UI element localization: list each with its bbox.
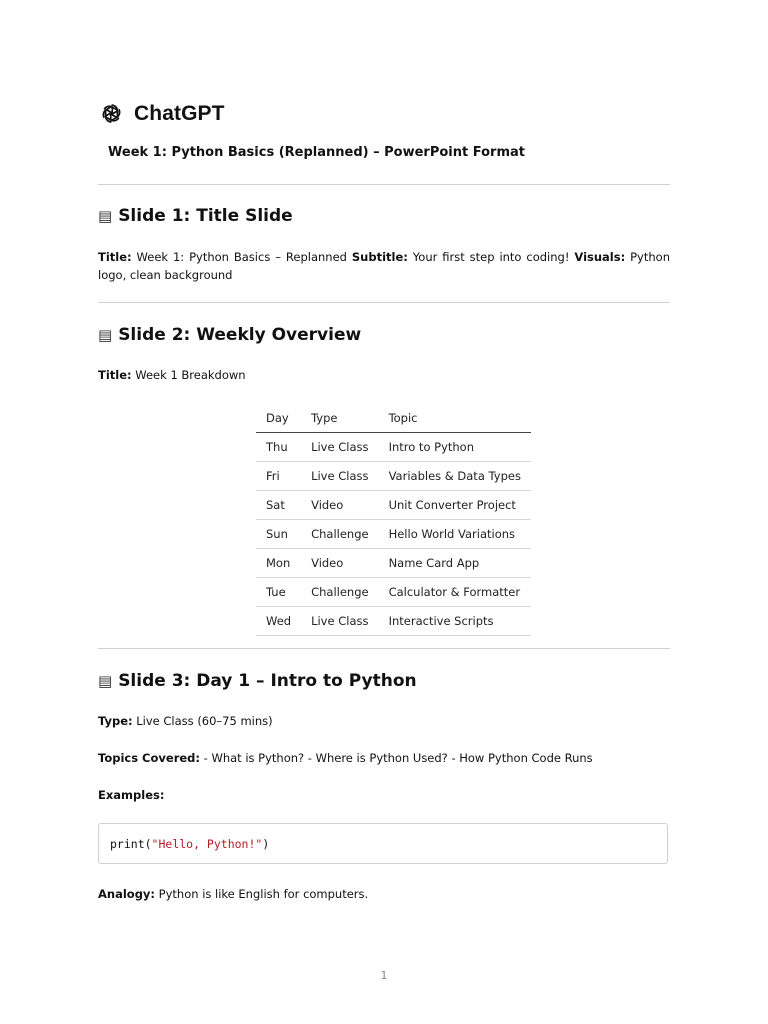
weekly-overview-table [256, 404, 531, 636]
document-title: Week 1: Python Basics (Replanned) – PowerPoint Format [108, 145, 525, 160]
cell-type: Live Class [301, 607, 379, 636]
analogy-value: Python is like English for computers. [155, 887, 369, 901]
cell-topic: Variables & Data Types [379, 462, 531, 491]
divider [98, 302, 670, 303]
cell-topic: Calculator & Formatter [379, 578, 531, 607]
cell-topic: Hello World Variations [379, 520, 531, 549]
table-row [256, 549, 531, 578]
slide-icon: ▤ [98, 326, 113, 344]
table-row [256, 520, 531, 549]
slide-icon: ▤ [98, 672, 113, 690]
divider [98, 184, 670, 185]
slide-3-heading-text: Slide 3: Day 1 – Intro to Python [118, 671, 417, 691]
openai-logo-icon [98, 100, 125, 127]
table-header-row [256, 404, 531, 433]
topics-label: Topics Covered: [98, 751, 200, 765]
cell-type: Live Class [301, 433, 379, 462]
brand-header [98, 100, 225, 127]
column-header-topic: Topic [379, 404, 531, 433]
cell-type: Video [301, 491, 379, 520]
cell-day: Mon [256, 549, 301, 578]
slide-1-details [98, 248, 670, 284]
title-value: Week 1 Breakdown [131, 368, 246, 382]
analogy-label: Analogy: [98, 887, 156, 901]
cell-day: Sun [256, 520, 301, 549]
cell-type: Video [301, 549, 379, 578]
cell-type: Challenge [301, 578, 379, 607]
slide-2-title [98, 366, 670, 384]
slide-1-heading-text: Slide 1: Title Slide [118, 206, 293, 226]
slide-2-heading [98, 325, 361, 345]
title-value: Week 1: Python Basics – Replanned [131, 250, 352, 264]
code-string-literal: "Hello, Python!" [151, 836, 263, 851]
cell-type: Challenge [301, 520, 379, 549]
cell-day: Sat [256, 491, 301, 520]
type-label: Type: [98, 714, 133, 728]
divider [98, 648, 670, 649]
code-suffix: ) [262, 836, 270, 851]
examples-label: Examples: [98, 788, 165, 802]
table-row [256, 433, 531, 462]
visuals-label: Visuals: [574, 250, 626, 264]
subtitle-value: Your first step into coding! [407, 250, 575, 264]
subtitle-label: Subtitle: [351, 250, 408, 264]
table-row [256, 607, 531, 636]
cell-topic: Intro to Python [379, 433, 531, 462]
table-row [256, 578, 531, 607]
code-block [98, 823, 668, 864]
cell-day: Thu [256, 433, 301, 462]
column-header-type: Type [301, 404, 379, 433]
cell-day: Fri [256, 462, 301, 491]
table-row [256, 462, 531, 491]
code-prefix: print( [110, 836, 152, 851]
cell-topic: Unit Converter Project [379, 491, 531, 520]
cell-topic: Name Card App [379, 549, 531, 578]
cell-topic: Interactive Scripts [379, 607, 531, 636]
cell-type: Live Class [301, 462, 379, 491]
title-label: Title: [98, 368, 132, 382]
slide-3-analogy [98, 885, 670, 903]
slide-2-heading-text: Slide 2: Weekly Overview [118, 325, 362, 345]
slide-3-type [98, 712, 670, 730]
visuals-value: Python logo, clean background [98, 250, 670, 282]
slide-3-heading [98, 671, 417, 691]
page-number: 1 [380, 969, 388, 982]
slide-3-examples [98, 786, 670, 804]
topics-value: - What is Python? - Where is Python Used? - How Python Code Runs [200, 751, 593, 765]
slide-3-topics [98, 749, 670, 767]
cell-day: Wed [256, 607, 301, 636]
slide-icon: ▤ [98, 207, 113, 225]
slide-1-heading [98, 206, 293, 226]
title-label: Title: [98, 250, 132, 264]
type-value: Live Class (60–75 mins) [132, 714, 273, 728]
cell-day: Tue [256, 578, 301, 607]
table-row [256, 491, 531, 520]
column-header-day: Day [256, 404, 301, 433]
brand-name: ChatGPT [134, 101, 225, 125]
